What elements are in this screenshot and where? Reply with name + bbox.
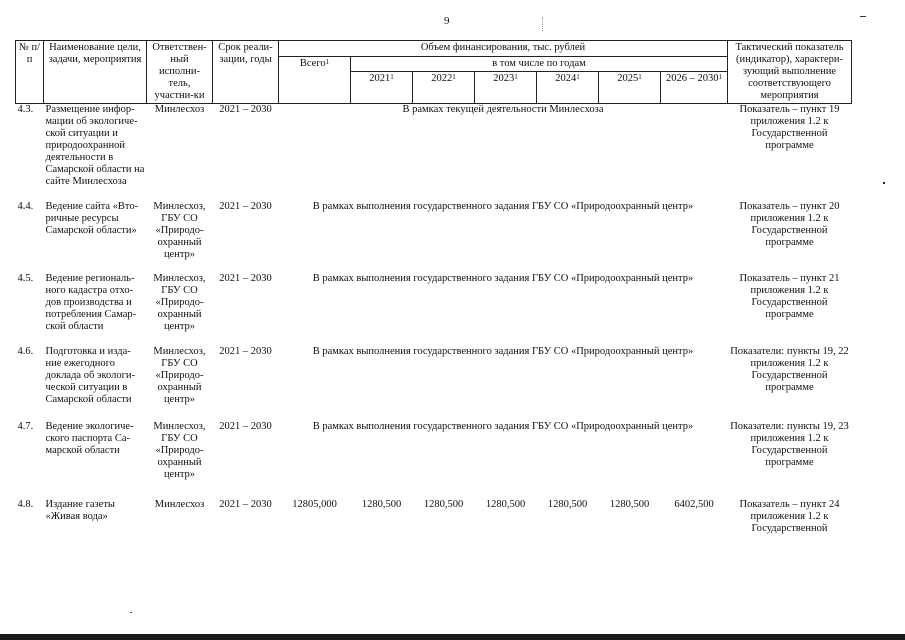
row-indicator: Показатель – пункт 20 приложения 1.2 к Государственной программе [739,201,840,248]
row-executor: Минлесхоз, ГБУ СО «Природо-охранный центр» [153,346,206,405]
row-num: 4.6. [17,346,34,357]
table-row [16,201,852,273]
header-year-2021: 2021$^1$ [351,72,413,104]
header-funding: Объем финансирования, тыс. рублей [279,41,728,57]
row-2021: 1280,500 [361,499,402,510]
header-year-2026-2030: 2026 – 2030$^1$ [661,72,728,104]
row-term: 2021 – 2030 [219,104,272,115]
table-row [16,346,852,421]
funding-table [15,40,852,539]
row-name: Ведение экологиче-ского паспорта Са-марской области [45,421,134,456]
row-name: Подготовка и изда-ние ежегодного доклада об экологи-ческой ситуации в Самарской области [45,346,136,405]
row-name: Ведение сайта «Вто-ричные ресурсы Самарской области» [45,201,139,236]
scan-speck [130,612,132,613]
row-indicator: Показатель – пункт 21 приложения 1.2 к Государственной программе [739,273,840,320]
row-executor: Минлесхоз, ГБУ СО «Природо-охранный центр» [153,201,206,260]
header-executor: Ответствен-ный исполни-тель, участни-ки [147,41,213,104]
table-row [16,421,852,499]
table-row [16,273,852,346]
row-name: Ведение региональ-ного кадастра отхо-дов производства и потребления Самар-ской области [45,273,137,332]
header-total: Всего$^1$ [279,57,351,104]
page-number: 9 [444,15,450,27]
header-indicator: Тактический показатель (индикатор), характери-зующий выполнение соответствующего мероприятия [728,41,852,104]
row-executor: Минлесхоз, ГБУ СО «Природо-охранный центр» [153,421,206,480]
row-name: Издание газеты «Живая вода» [45,499,115,522]
scan-edge [0,634,905,640]
row-term: 2021 – 2030 [219,346,272,357]
row-indicator: Показатель – пункт 19 приложения 1.2 к Государственной программе [739,104,840,151]
scan-mark [542,17,544,31]
row-executor: Минлесхоз [154,104,205,115]
row-term: 2021 – 2030 [219,499,272,510]
row-2025: 1280,500 [609,499,650,510]
row-2026-2030: 6402,500 [674,499,714,510]
header-term: Срок реали-зации, годы [213,41,279,104]
table-row [16,104,852,201]
header-by-years: в том числе по годам [351,57,728,72]
row-num: 4.7. [17,421,34,432]
row-term: 2021 – 2030 [219,201,272,212]
table-row [16,499,852,539]
row-executor: Минлесхоз [154,499,205,510]
row-funding-note: В рамках выполнения государственного задания ГБУ СО «Природоохранный центр» [312,273,694,284]
row-indicator: Показатель – пункт 24 приложения 1.2 к Государственной [739,499,840,534]
row-2022: 1280,500 [423,499,464,510]
row-funding-note: В рамках выполнения государственного задания ГБУ СО «Природоохранный центр» [312,421,694,432]
row-executor: Минлесхоз, ГБУ СО «Природо-охранный центр» [153,273,206,332]
row-indicator: Показатели: пункты 19, 22 приложения 1.2 к Государственной программе [730,346,849,393]
scan-speck [883,182,885,184]
header-year-2022: 2022$^1$ [413,72,475,104]
scan-mark [860,16,866,17]
row-num: 4.8. [17,499,34,510]
row-funding-note: В рамках текущей деятельности Минлесхоза [402,104,604,115]
row-2023: 1280,500 [485,499,526,510]
header-year-2024: 2024$^1$ [537,72,599,104]
row-num: 4.3. [17,104,34,115]
row-2024: 1280,500 [547,499,588,510]
row-num: 4.5. [17,273,34,284]
header-name: Наименование цели, задачи, мероприятия [44,41,147,104]
header-year-2023: 2023$^1$ [475,72,537,104]
header-year-2025: 2025$^1$ [599,72,661,104]
row-num: 4.4. [17,201,34,212]
row-funding-note: В рамках выполнения государственного задания ГБУ СО «Природоохранный центр» [312,346,694,357]
row-term: 2021 – 2030 [219,273,272,284]
header-num: № п/п [16,41,44,104]
row-name: Размещение инфор-мации об экологиче-ской ситуации и природоохранной деятельности в Самарской области на сайте Минлесхоза [45,104,145,187]
row-total: 12805,000 [292,499,337,510]
row-term: 2021 – 2030 [219,421,272,432]
row-indicator: Показатели: пункты 19, 23 приложения 1.2 к Государственной программе [730,421,849,468]
row-funding-note: В рамках выполнения государственного задания ГБУ СО «Природоохранный центр» [312,201,694,212]
